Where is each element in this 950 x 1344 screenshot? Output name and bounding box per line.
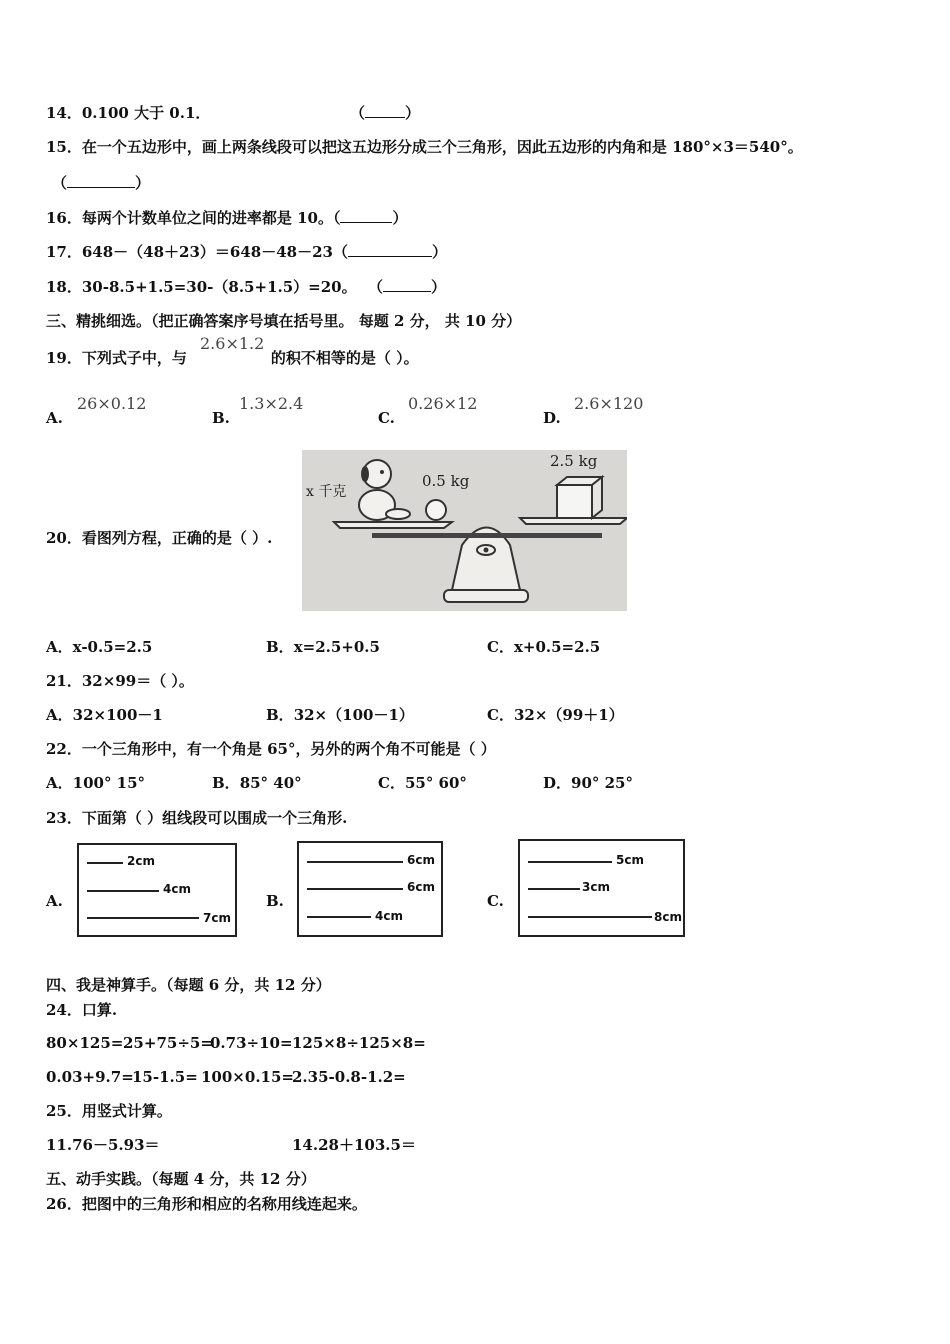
segment-line bbox=[87, 917, 199, 919]
q20-option-c[interactable]: C．x+0.5=2.5 bbox=[487, 638, 601, 656]
question-22: 22．一个三角形中，有一个角是 65°，另外的两个角不可能是（ ） bbox=[46, 740, 496, 758]
section-5-heading: 五、动手实践。（每题 4 分，共 12 分） bbox=[46, 1170, 316, 1188]
question-20: 20．看图列方程，正确的是（ ）. bbox=[46, 529, 273, 547]
section-3-heading: 三、精挑细选。（把正确答案序号填在括号里。 每题 2 分， 共 10 分） bbox=[46, 312, 522, 330]
question-25: 25．用竖式计算。 bbox=[46, 1102, 172, 1120]
segment-label: 2cm bbox=[127, 854, 155, 868]
question-23: 23．下面第（ ）组线段可以围成一个三角形. bbox=[46, 809, 348, 827]
q22-option-a[interactable]: A．100° 15° bbox=[46, 774, 146, 792]
toy-dog-foot-shape bbox=[386, 509, 410, 519]
q19-prefix: 19．下列式子中，与 bbox=[46, 349, 187, 367]
figure-ball-label: 0.5 kg bbox=[422, 472, 470, 490]
q25-item: 14.28＋103.5＝ bbox=[292, 1136, 416, 1154]
question-15 bbox=[46, 137, 803, 157]
toy-dog-ear-shape bbox=[361, 466, 369, 482]
q20-option-a[interactable]: A．x-0.5=2.5 bbox=[46, 638, 153, 656]
segment-line bbox=[87, 862, 123, 864]
q21-option-c[interactable]: C．32×（99＋1） bbox=[487, 706, 624, 724]
section-4-heading: 四、我是神算手。（每题 6 分，共 12 分） bbox=[46, 976, 331, 994]
scale-eye-pupil bbox=[484, 548, 489, 553]
q23-option-b-label[interactable]: B. bbox=[266, 892, 284, 910]
toy-dog-eye-shape bbox=[380, 470, 384, 474]
q14-answer-blank[interactable]: （ ） bbox=[350, 104, 421, 122]
question-16[interactable]: 16．每两个计数单位之间的进率都是 10。（ ） bbox=[46, 209, 408, 227]
segment-label: 4cm bbox=[163, 882, 191, 896]
q19-option-b-label[interactable]: B. bbox=[212, 409, 230, 427]
segment-line bbox=[528, 861, 612, 863]
segment-label: 5cm bbox=[616, 853, 644, 867]
scale-base bbox=[444, 590, 528, 602]
q19-suffix: 的积不相等的是（ ）。 bbox=[270, 349, 419, 367]
q24-item: 125×8÷125×8= bbox=[292, 1034, 426, 1052]
q22-option-c[interactable]: C．55° 60° bbox=[378, 774, 467, 792]
segment-line bbox=[307, 861, 403, 863]
q24-item: 25+75÷5= bbox=[123, 1034, 213, 1052]
segment-line bbox=[87, 890, 159, 892]
q25-item: 11.76－5.93＝ bbox=[46, 1136, 160, 1154]
segment-label: 8cm bbox=[654, 910, 682, 924]
q15-text: 15．在一个五边形中，画上两条线段可以把这五边形分成三个三角形，因此五边形的内角和是 180°×3＝540°。 bbox=[46, 138, 803, 156]
segment-label: 4cm bbox=[375, 909, 403, 923]
question-18 bbox=[46, 277, 357, 297]
cube-front bbox=[557, 485, 592, 518]
q14-text: 14．0.100 大于 0.1． bbox=[46, 104, 211, 122]
q23-option-a-box[interactable] bbox=[77, 843, 237, 937]
q23-option-c-label[interactable]: C. bbox=[487, 892, 504, 910]
segment-line bbox=[307, 888, 403, 890]
q19-option-d-expr: 2.6×120 bbox=[574, 394, 644, 413]
q19-option-a-expr: 26×0.12 bbox=[77, 394, 147, 413]
question-17[interactable]: 17．648－（48＋23）＝648－48－23（ ） bbox=[46, 243, 448, 261]
q22-option-d[interactable]: D．90° 25° bbox=[543, 774, 633, 792]
q20-option-b[interactable]: B．x=2.5+0.5 bbox=[266, 638, 380, 656]
q16-text: 16．每两个计数单位之间的进率都是 10。（ bbox=[46, 209, 341, 227]
left-pan bbox=[334, 522, 452, 528]
segment-label: 6cm bbox=[407, 880, 435, 894]
q19-option-c-label[interactable]: C. bbox=[378, 409, 395, 427]
question-14 bbox=[46, 103, 210, 123]
q17-text: 17．648－（48＋23）＝648－48－23（ bbox=[46, 243, 348, 261]
scale-beam bbox=[372, 533, 602, 538]
cube-side bbox=[592, 477, 602, 518]
q24-item: 15-1.5= bbox=[132, 1068, 198, 1086]
q19-option-d-label[interactable]: D. bbox=[543, 409, 561, 427]
balance-scale-figure bbox=[302, 450, 627, 611]
q24-item: 2.35-0.8-1.2= bbox=[292, 1068, 406, 1086]
ball-shape bbox=[426, 500, 446, 520]
q23-option-a-label[interactable]: A. bbox=[46, 892, 63, 910]
q24-item: 80×125= bbox=[46, 1034, 124, 1052]
segment-label: 7cm bbox=[203, 911, 231, 925]
q24-item: 0.03+9.7= bbox=[46, 1068, 134, 1086]
q23-option-b-box[interactable] bbox=[297, 841, 443, 937]
question-26: 26．把图中的三角形和相应的名称用线连起来。 bbox=[46, 1195, 367, 1213]
q21-option-b[interactable]: B．32×（100－1） bbox=[266, 706, 414, 724]
question-21: 21．32×99＝（ ）。 bbox=[46, 672, 194, 690]
q19-expression: 2.6×1.2 bbox=[200, 334, 265, 353]
q24-item: 0.73÷10= bbox=[210, 1034, 293, 1052]
q24-item: 100×0.15= bbox=[201, 1068, 294, 1086]
q18-text: 18．30-8.5+1.5=30-（8.5+1.5）=20。 bbox=[46, 278, 357, 296]
q19-option-a-label[interactable]: A. bbox=[46, 409, 63, 427]
segment-label: 3cm bbox=[582, 880, 610, 894]
segment-line bbox=[528, 916, 652, 918]
q19-option-b-expr: 1.3×2.4 bbox=[239, 394, 304, 413]
q23-option-c-box[interactable] bbox=[518, 839, 685, 937]
q22-option-b[interactable]: B．85° 40° bbox=[212, 774, 302, 792]
balance-scale-svg bbox=[302, 450, 627, 611]
q21-option-a[interactable]: A．32×100－1 bbox=[46, 706, 163, 724]
segment-line bbox=[528, 888, 580, 890]
figure-x-label: x 千克 bbox=[306, 484, 347, 500]
question-24: 24．口算. bbox=[46, 1001, 118, 1019]
q19-option-c-expr: 0.26×12 bbox=[408, 394, 478, 413]
q15-answer-blank[interactable]: （ ） bbox=[52, 174, 151, 192]
figure-box-label: 2.5 kg bbox=[550, 452, 598, 470]
segment-line bbox=[307, 916, 371, 918]
q18-answer-blank[interactable]: （ ） bbox=[368, 278, 447, 296]
segment-label: 6cm bbox=[407, 853, 435, 867]
